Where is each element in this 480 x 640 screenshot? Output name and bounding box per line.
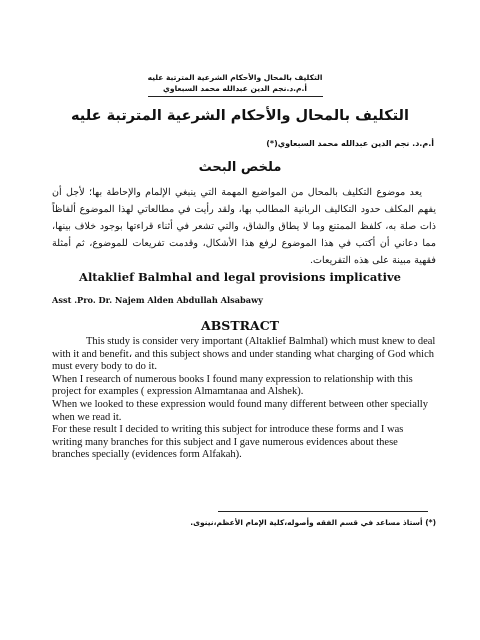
running-header xyxy=(130,72,340,94)
arabic-abstract-heading: ملخص البحث xyxy=(198,160,282,175)
abstract-paragraph: For these result I decided to writing this subject for introduce these forms and I was writing many branches for this subject and I gave numerous evidences about these branches specially (evidences form Alfakah). xyxy=(52,424,404,461)
abstract-paragraph: When I research of numerous books I found many expression to relationship with this project for examples ( expression Almamtanaa and Alshek). xyxy=(52,373,413,398)
abstract-paragraph: This study is consider very important (Altaklief Balmhal) which must knew to deal with it and benefit، and this subject shows and under standing what charging of God which must every body to do it. xyxy=(52,336,436,373)
english-abstract-heading: ABSTRACT xyxy=(201,318,279,333)
english-abstract xyxy=(52,336,436,462)
header-rule xyxy=(148,96,323,97)
arabic-abstract-text: يعد موضوع التكليف بالمحال من المواضيع المهمة التي ينبغي الإلمام والإحاطة بها؛ لأجل أن يفهم المكلف حدود التكاليف الربانية المطالب بها، ولقد رأيت في مطالعاتي لهذا الموضوع ألفاظاً ذات صلة به، كلفظ الممتنع وما لا يطاق والشاق، والتي تشعر في أثناء قراءتها بوجود خلاف بينها، مما دعاني أن أكتب في هذا الموضوع لرفع هذا الأشكال، وقدمت تفريعات للموضوع، ثم أمثلة فقهية مبينة على هذه التفريعات. xyxy=(52,187,436,266)
arabic-author: أ.م.د. نجم الدين عبدالله محمد السبعاوي(*) xyxy=(266,139,434,148)
running-header-title: التكليف بالمحال والأحكام الشرعية المترتبة عليه xyxy=(147,73,323,82)
arabic-abstract xyxy=(52,184,436,269)
footnote: (*) أستاذ مساعد في قسم الفقه وأصوله،كلية الإمام الأعظم،نينوى. xyxy=(190,518,436,527)
english-author: Asst .Pro. Dr. Najem Alden Abdullah Alsabawy xyxy=(52,295,263,305)
english-title: Altaklief Balmhal and legal provisions implicative xyxy=(79,270,401,284)
running-header-author: أ.م.د.نجم الدين عبدالله محمد السبعاوي xyxy=(163,84,307,93)
arabic-title: التكليف بالمحال والأحكام الشرعية المترتبة عليه xyxy=(71,108,409,124)
abstract-paragraph: When we looked to these expression would found many different between other specially when we read it. xyxy=(52,398,428,423)
footnote-rule xyxy=(218,511,428,512)
